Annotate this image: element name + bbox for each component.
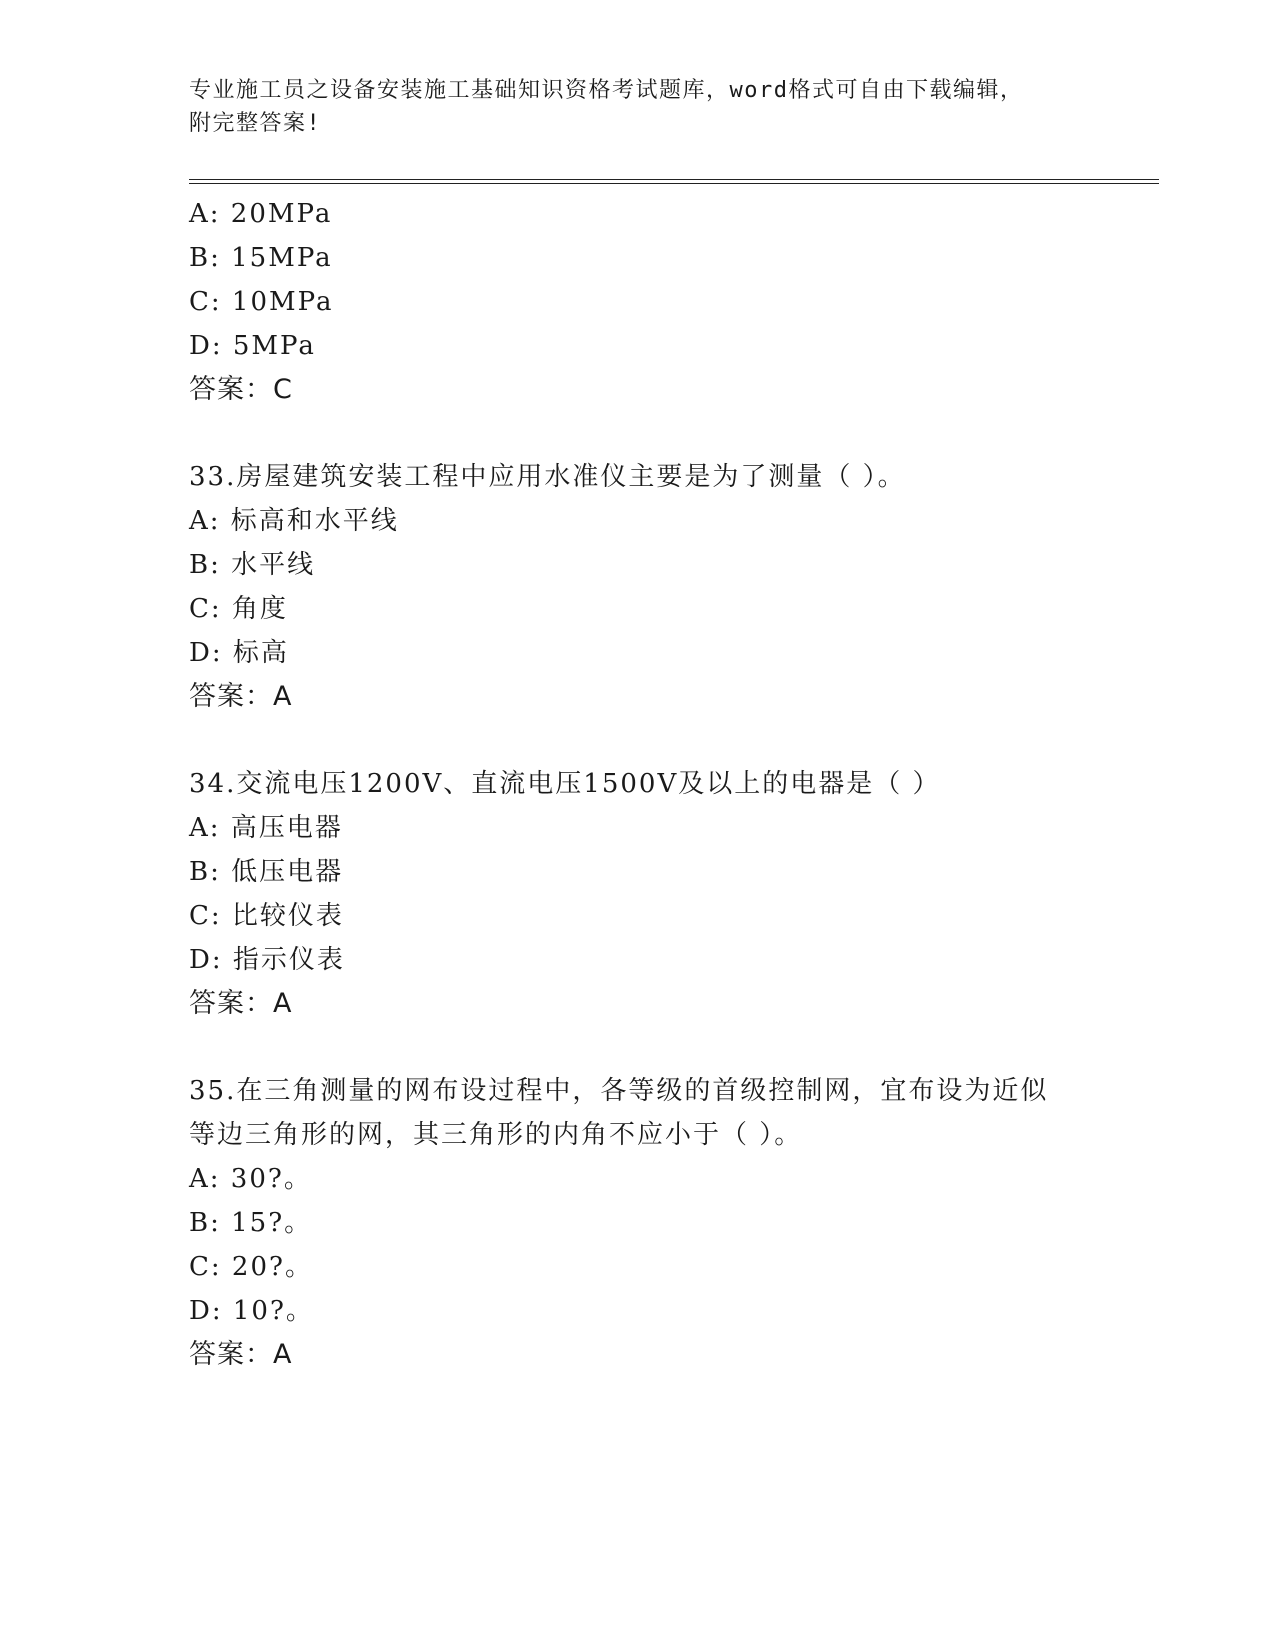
q32-option-d: D: 5MPa [189, 331, 316, 361]
q35-question-line-2: 等边三角形的网，其三角形的内角不应小于（ ）。 [189, 1120, 803, 1150]
header-divider-top [189, 179, 1159, 180]
q33-answer: 答案：A [189, 681, 293, 712]
q32-option-a: A: 20MPa [189, 199, 333, 229]
q32-option-c: C: 10MPa [189, 287, 334, 317]
q33-question: 33.房屋建筑安装工程中应用水准仪主要是为了测量（ ）。 [189, 462, 906, 492]
header-line-2: 附完整答案! [189, 111, 322, 136]
q35-option-c: C: 20?。 [189, 1252, 313, 1282]
q33-option-d: D: 标高 [189, 638, 289, 668]
q33-option-c: C: 角度 [189, 594, 288, 624]
header-divider-bottom [189, 183, 1159, 184]
q35-answer: 答案：A [189, 1339, 293, 1370]
q35-option-d: D: 10?。 [189, 1296, 314, 1326]
q35-option-b: B: 15?。 [189, 1208, 313, 1238]
header-line-1: 专业施工员之设备安装施工基础知识资格考试题库，word格式可自由下载编辑， [189, 78, 1024, 103]
q34-answer: 答案：A [189, 988, 293, 1019]
q34-question: 34.交流电压1200V、直流电压1500V及以上的电器是（ ） [189, 769, 941, 799]
q34-option-a: A: 高压电器 [189, 813, 343, 843]
q32-option-b: B: 15MPa [189, 243, 333, 273]
q34-option-c: C: 比较仪表 [189, 901, 344, 931]
q33-option-b: B: 水平线 [189, 550, 316, 580]
q33-option-a: A: 标高和水平线 [189, 506, 399, 536]
q35-option-a: A: 30?。 [189, 1164, 312, 1194]
q34-option-b: B: 低压电器 [189, 857, 344, 887]
q35-question-line-1: 35.在三角测量的网布设过程中，各等级的首级控制网，宜布设为近似 [189, 1076, 1049, 1106]
q32-answer: 答案：C [189, 374, 293, 405]
document-header [189, 74, 1089, 140]
q34-option-d: D: 指示仪表 [189, 945, 345, 975]
